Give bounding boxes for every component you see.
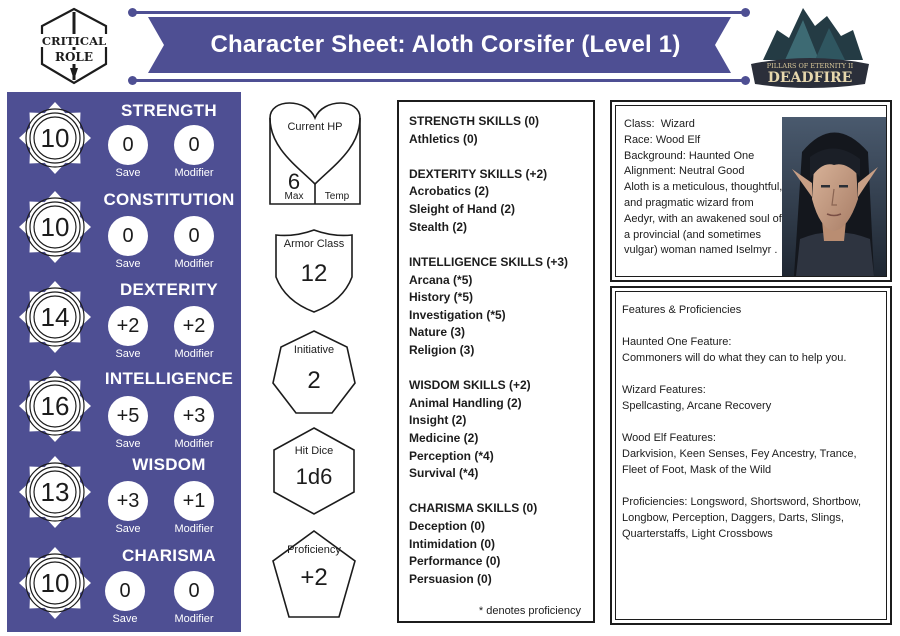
skill-deception: Deception (0) <box>409 519 486 534</box>
feature-text: Proficiencies: Longsword, Shortsword, Shortbow, Longbow, Perception, Daggers, Darts, Slings, Quarterstaffs, Light Crossbows <box>622 496 862 540</box>
ability-name: INTELLIGENCE <box>104 369 234 388</box>
skill-survival: Survival (*4) <box>409 466 479 481</box>
background-line <box>624 149 784 165</box>
save-label: Save <box>115 258 141 270</box>
ability-row-intelligence <box>7 368 241 458</box>
hit-dice-label: Hit Dice <box>294 445 334 457</box>
modifier-label: Modifier <box>174 167 214 179</box>
feature-heading: Haunted One Feature: <box>622 336 732 348</box>
background-label: Background: <box>624 149 686 162</box>
ability-name: CONSTITUTION <box>103 190 235 209</box>
race-value: Wood Elf <box>655 133 701 146</box>
ability-name: CHARISMA <box>121 546 216 565</box>
race-label: Race: <box>624 133 653 146</box>
skill-group-strength <box>409 113 583 148</box>
ability-name: STRENGTH <box>121 101 217 120</box>
armor-class-value: 12 <box>300 260 328 287</box>
modifier-label: Modifier <box>174 438 214 450</box>
banner-top-dot-left <box>128 8 137 17</box>
alignment-value: Neutral Good <box>679 165 745 178</box>
ability-score: 10 <box>40 211 70 242</box>
skill-medicine: Medicine (2) <box>409 430 479 445</box>
character-portrait <box>782 117 886 276</box>
save-label: Save <box>115 438 141 450</box>
modifier-value: 0 <box>174 216 214 256</box>
max-hp-label: Max <box>284 191 304 202</box>
ability-score: 14 <box>40 301 70 332</box>
modifier-value: +1 <box>174 481 214 521</box>
features-panel <box>610 286 892 625</box>
skill-group-heading: STRENGTH SKILLS (0) <box>409 114 540 128</box>
initiative-label: Initiative <box>293 344 335 356</box>
feature-block-haunted-one <box>622 334 880 366</box>
class-line <box>624 117 784 133</box>
save-value: +2 <box>108 306 148 346</box>
background-value: Haunted One <box>688 149 755 162</box>
modifier-value: 0 <box>174 571 214 611</box>
ability-row-wisdom <box>7 454 241 544</box>
alignment-label: Alignment: <box>624 165 676 178</box>
skill-intimidation: Intimidation (0) <box>409 536 495 551</box>
skill-sleight-of-hand: Sleight of Hand (2) <box>409 202 515 217</box>
proficiency-value: +2 <box>300 564 328 591</box>
skill-group-dexterity <box>409 166 583 236</box>
save-label: Save <box>115 167 141 179</box>
skill-nature: Nature (3) <box>409 325 466 340</box>
character-info-text <box>624 117 784 259</box>
alignment-line <box>624 164 784 180</box>
save-value: 0 <box>105 571 145 611</box>
class-label: Class: <box>624 118 655 130</box>
feature-block-wood-elf <box>622 430 880 478</box>
skill-stealth: Stealth (2) <box>409 219 468 234</box>
ability-score: 10 <box>40 567 70 598</box>
page-title: Character Sheet: Aloth Corsifer (Level 1) <box>210 31 681 58</box>
skill-religion: Religion (3) <box>409 342 475 357</box>
skill-insight: Insight (2) <box>409 413 467 428</box>
ability-score: 13 <box>40 476 70 507</box>
skill-group-charisma <box>409 500 583 588</box>
skill-group-wisdom <box>409 377 583 483</box>
current-hp-label: Current HP <box>287 121 343 133</box>
features-title: Features & Proficiencies <box>622 304 742 316</box>
proficiency-footnote: * denotes proficiency <box>478 605 581 617</box>
skill-investigation: Investigation (*5) <box>409 307 506 322</box>
save-value: 0 <box>108 216 148 256</box>
deadfire-logo-subtitle: PILLARS OF ETERNITY II <box>766 62 854 70</box>
skill-group-intelligence <box>409 254 583 360</box>
skill-perception: Perception (*4) <box>409 448 494 463</box>
character-info-panel <box>610 100 892 282</box>
ability-score: 10 <box>40 122 70 153</box>
skill-animal-handling: Animal Handling (2) <box>409 395 522 410</box>
deadfire-logo <box>745 2 875 94</box>
skill-persuasion: Persuasion (0) <box>409 571 492 586</box>
skill-group-heading: WISDOM SKILLS (+2) <box>409 378 531 393</box>
ability-row-constitution <box>7 189 241 279</box>
banner-top-rule <box>133 11 746 14</box>
modifier-value: +2 <box>174 306 214 346</box>
logo-text-role: ROLE <box>54 50 94 64</box>
modifier-value: +3 <box>174 396 214 436</box>
feature-text: Commoners will do what they can to help you. <box>622 352 847 364</box>
save-value: 0 <box>108 125 148 165</box>
skill-performance: Performance (0) <box>409 554 501 569</box>
class-value: Wizard <box>660 118 695 130</box>
modifier-label: Modifier <box>174 258 214 270</box>
modifier-label: Modifier <box>174 613 214 625</box>
current-hp-value: 6 <box>287 169 301 194</box>
hit-dice-value: 1d6 <box>295 464 333 489</box>
save-label: Save <box>115 523 141 535</box>
ability-scores-panel <box>7 92 241 632</box>
banner-bottom-dot-left <box>128 76 137 85</box>
ability-name: DEXTERITY <box>119 280 219 299</box>
feature-block-proficiencies <box>622 494 880 542</box>
skill-group-heading: DEXTERITY SKILLS (+2) <box>409 166 548 181</box>
banner-bottom-rule <box>133 79 746 82</box>
ability-row-strength <box>7 100 241 190</box>
save-label: Save <box>115 348 141 360</box>
modifier-label: Modifier <box>174 523 214 535</box>
initiative-value: 2 <box>307 367 321 394</box>
save-value: +3 <box>108 481 148 521</box>
modifier-label: Modifier <box>174 348 214 360</box>
ability-row-charisma <box>7 545 241 635</box>
features-inner <box>615 291 887 620</box>
feature-heading: Wizard Features: <box>622 384 706 396</box>
skill-history: History (*5) <box>409 290 474 305</box>
logo-text-critical: CRITICAL <box>41 34 107 48</box>
skill-group-heading: CHARISMA SKILLS (0) <box>409 501 538 516</box>
temp-hp-label: Temp <box>324 191 350 202</box>
save-value: +5 <box>108 396 148 436</box>
character-description: Aloth is a meticulous, thoughtful, and pragmatic wizard from Aedyr, with an awakened soul of a provincial (and sometimes vulgar) woman named Iselmyr . <box>624 181 783 257</box>
ability-score: 16 <box>40 390 70 421</box>
armor-class-label: Armor Class <box>283 238 345 250</box>
deadfire-logo-title: DEADFIRE <box>767 70 853 86</box>
skill-acrobatics: Acrobatics (2) <box>409 184 490 199</box>
proficiency-label: Proficiency <box>287 544 341 556</box>
skill-group-heading: INTELLIGENCE SKILLS (+3) <box>409 254 569 269</box>
feature-text: Spellcasting, Arcane Recovery <box>622 400 772 412</box>
ability-row-dexterity <box>7 279 241 369</box>
critical-role-logo <box>35 6 113 86</box>
skills-panel <box>397 100 595 623</box>
feature-text: Darkvision, Keen Senses, Fey Ancestry, Trance, Fleet of Foot, Mask of the Wild <box>622 448 857 476</box>
feature-heading: Wood Elf Features: <box>622 432 716 444</box>
skill-athletics: Athletics (0) <box>409 131 478 146</box>
character-info-inner <box>615 105 887 277</box>
race-line <box>624 133 784 149</box>
modifier-value: 0 <box>174 125 214 165</box>
skill-arcana: Arcana (*5) <box>409 272 473 287</box>
save-label: Save <box>112 613 138 625</box>
ability-name: WISDOM <box>132 455 206 474</box>
feature-block-wizard <box>622 382 880 414</box>
